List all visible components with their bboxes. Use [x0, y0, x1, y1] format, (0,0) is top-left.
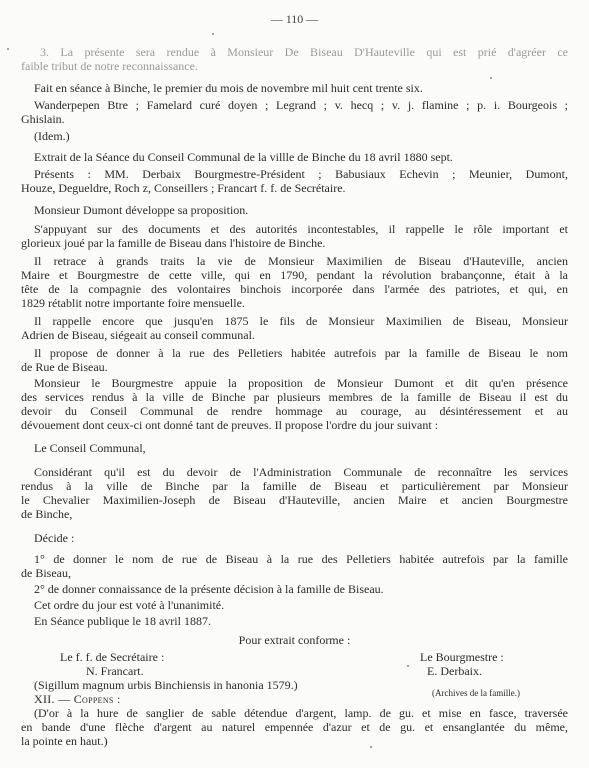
paper-speck — [407, 665, 409, 667]
text-line: de Rue de Biseau. — [21, 360, 108, 374]
text-line: de Binche, — [21, 507, 73, 521]
text-line: en bande d'une flèche d'argent au naturel empennée d'azur et de gu. et ensanglantée du même, — [21, 720, 568, 734]
text-line: Décide : — [34, 531, 75, 545]
text-line: (D'or à la hure de sanglier de sable détendue d'argent, lamp. de gu. et mise en fasce, traversée — [34, 706, 568, 720]
text-line: Ghislain. — [21, 112, 65, 126]
text-line: Monsieur le Bourgmestre appuie la proposition de Monsieur Dumont et dit qu'en présence — [34, 376, 568, 390]
mayor-name: E. Derbaix. — [427, 664, 482, 678]
text-line: des services rendus à la ville de Binche par plusieurs membres de la famille de Biseau il est du — [21, 390, 568, 404]
text-line: glorieux joué par la famille de Biseau dans l'histoire de Binche. — [21, 236, 326, 250]
archives-note: (Archives de la famille.) — [432, 688, 520, 698]
text-line: Cet ordre du jour est voté à l'unanimité. — [34, 598, 225, 612]
text-line: Présents : MM. Derbaix Bourgmestre-Président ; Babusiaux Echevin ; Meunier, Dumont, — [34, 167, 568, 181]
text-line: Il rappelle encore que jusqu'en 1875 le fils de Monsieur Maximilien de Biseau, Monsieur — [34, 314, 568, 328]
paper-speck — [7, 48, 9, 50]
seal-text: (Sigillum magnum urbis Binchiensis in hanonia 1579.) — [34, 678, 298, 692]
text-line: Houze, Degueldre, Roch z, Conseillers ; Francart f. f. de Secrétaire. — [21, 181, 346, 195]
text-line: 1° de donner le nom de rue de Biseau à la rue des Pelletiers habitée autrefois par la famille — [34, 552, 568, 566]
text-line: Wanderpepen Btre ; Famelard curé doyen ; Legrand ; v. hecq ; v. j. flamine ; p. i. Bourgeois ; — [34, 98, 568, 112]
secretary-name: N. Francart. — [86, 664, 144, 678]
text-line: 1829 rétablit notre importante foire mensuelle. — [21, 296, 245, 310]
paper-speck — [212, 33, 214, 35]
text-line: Il propose de donner à la rue des Pelletiers habitée autrefois par la famille de Biseau le nom — [34, 346, 568, 360]
text-line: Il retrace à grands traits la vie de Monsieur Maximilien de Biseau d'Hauteville, ancien — [34, 254, 568, 268]
text-line: (Idem.) — [34, 129, 70, 143]
text-line: Monsieur Dumont développe sa proposition. — [34, 203, 249, 217]
page-number: — 110 — — [270, 12, 319, 26]
text-line: S'appuyant sur des documents et des autorités incontestables, il rappelle le rôle important et — [34, 222, 568, 236]
text-line: Considérant qu'il est du devoir de l'Administration Communale de reconnaître les services — [34, 465, 568, 479]
text-line: rendus à la ville de Binche par la famille de Biseau et particulièrement par Monsieur — [21, 479, 568, 493]
extract-title: Pour extrait conforme : — [238, 633, 351, 647]
text-line: le Chevalier Maximilien-Joseph de Biseau d'Hauteville, ancien Maire et ancien Bourgmestre — [21, 493, 568, 507]
text-line: Extrait de la Séance du Conseil Communal de la villle de Binche du 18 avril 1880 sept. — [34, 150, 453, 164]
text-line: de Biseau, — [21, 566, 71, 580]
paper-speck — [370, 746, 372, 748]
text-line: dévouement dont ceux-ci ont donné tant de preuves. Il propose l'ordre du jour suivant : — [21, 418, 439, 432]
mayor-role: Le Bourgmestre : — [420, 650, 504, 664]
text-line: 2° de donner connaissance de la présente décision à la famille de Biseau. — [34, 582, 384, 596]
text-line: Maire et Bourgmestre de cette ville, qui en 1790, pendant la révolution brabançonne, était à la — [21, 268, 568, 282]
secretary-role: Le f. f. de Secrétaire : — [60, 650, 165, 664]
text-line: Le Conseil Communal, — [34, 441, 146, 455]
text-line: En Séance publique le 18 avril 1887. — [34, 614, 211, 628]
text-line: devoir du Conseil Communal de rendre hommage au courage, au désintéressement et au — [21, 404, 568, 418]
paper-speck — [490, 77, 492, 79]
text-line: 3. La présente sera rendue à Monsieur De Biseau D'Hauteville qui est prié d'agréer ce — [40, 45, 568, 59]
text-line: faible tribut de notre reconnaissance. — [21, 59, 198, 73]
text-line: Fait en séance à Binche, le premier du mois de novembre mil huit cent trente six. — [34, 81, 423, 95]
text-line: la pointe en haut.) — [21, 734, 108, 748]
section-heading: XII. — Coppens : — [34, 692, 121, 706]
text-line: Adrien de Biseau, siégeait au conseil communal. — [21, 328, 255, 342]
text-line: tête de la compagnie des volontaires binchois incorporée dans l'armée des patriotes, et qui, en — [21, 282, 568, 296]
